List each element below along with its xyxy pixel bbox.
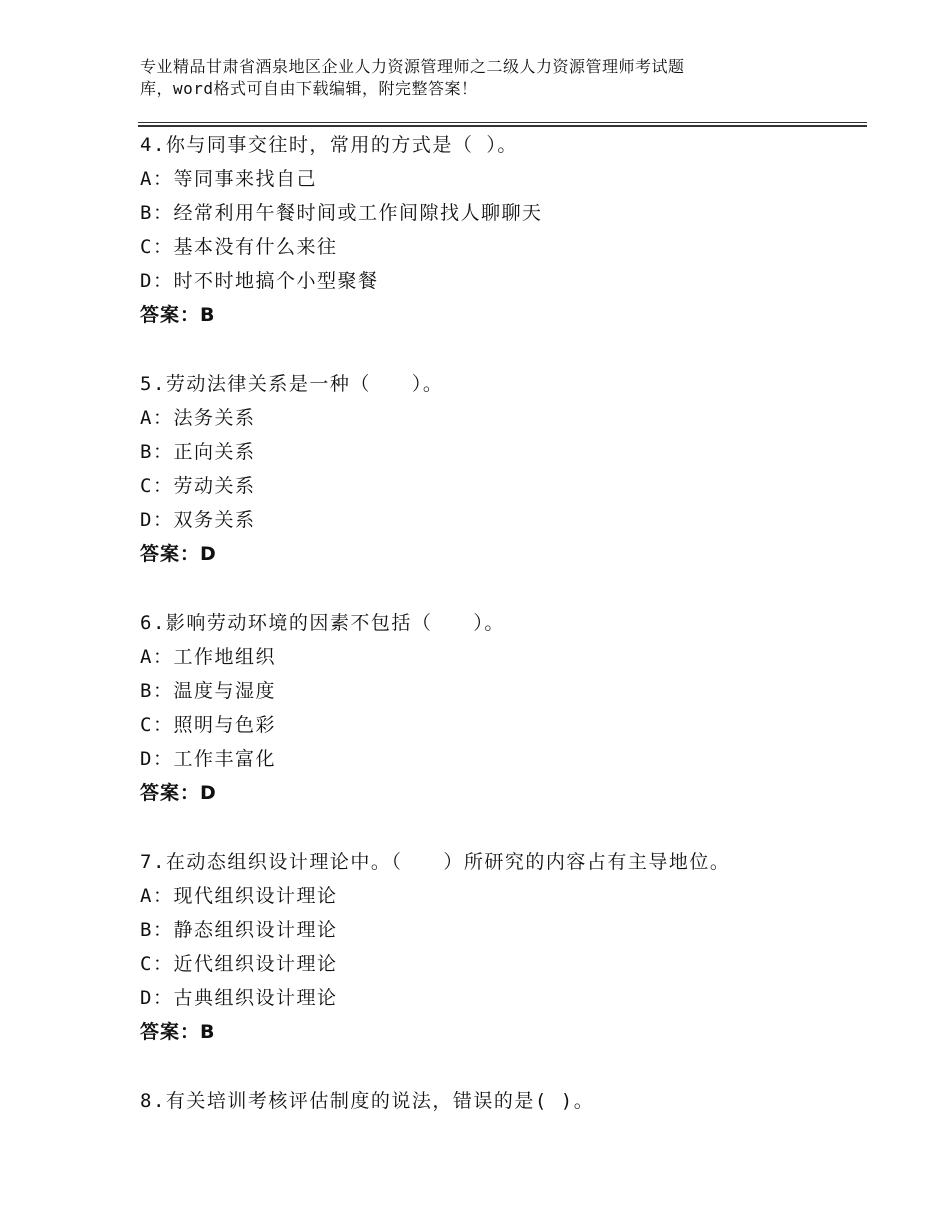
- option-a: A：工作地组织: [140, 646, 276, 668]
- header-line-1: 专业精品甘肃省酒泉地区企业人力资源管理师之二级人力资源管理师考试题: [140, 57, 685, 76]
- option-a: A：法务关系: [140, 407, 256, 429]
- question-spacer: [140, 810, 860, 845]
- question-6: [140, 606, 860, 810]
- question-spacer: [140, 571, 860, 606]
- option-a: A：等同事来找自己: [140, 168, 317, 190]
- question-7: [140, 845, 860, 1049]
- question-stem: 8.有关培训考核评估制度的说法，错误的是( )。: [140, 1090, 595, 1112]
- option-d: D：时不时地搞个小型聚餐: [140, 270, 379, 292]
- header-rule-thin: [138, 122, 867, 123]
- answer-label: 答案：B: [140, 1021, 216, 1043]
- option-c: C：近代组织设计理论: [140, 953, 338, 975]
- option-c: C：劳动关系: [140, 475, 256, 497]
- question-list: [140, 128, 860, 1118]
- option-d: D：双务关系: [140, 509, 256, 531]
- document-header: [140, 56, 800, 100]
- question-stem: 7.在动态组织设计理论中。（ ）所研究的内容占有主导地位。: [140, 851, 731, 873]
- question-stem: 6.影响劳动环境的因素不包括（ ）。: [140, 612, 505, 634]
- option-b: B：正向关系: [140, 441, 256, 463]
- answer-label: 答案：D: [140, 782, 217, 804]
- option-d: D：工作丰富化: [140, 748, 276, 770]
- option-b: B：温度与湿度: [140, 680, 276, 702]
- answer-label: 答案：D: [140, 543, 217, 565]
- option-b: B：静态组织设计理论: [140, 919, 338, 941]
- option-d: D：古典组织设计理论: [140, 987, 338, 1009]
- question-5: [140, 367, 860, 571]
- question-4: [140, 128, 860, 332]
- question-stem: 4.你与同事交往时，常用的方式是（ ）。: [140, 134, 518, 156]
- question-spacer: [140, 332, 860, 367]
- option-b: B：经常利用午餐时间或工作间隙找人聊聊天: [140, 202, 543, 224]
- option-a: A：现代组织设计理论: [140, 885, 338, 907]
- option-c: C：照明与色彩: [140, 714, 276, 736]
- header-rule-thick: [138, 125, 867, 127]
- option-c: C：基本没有什么来往: [140, 236, 338, 258]
- question-8: [140, 1084, 860, 1118]
- answer-label: 答案：B: [140, 304, 216, 326]
- question-spacer: [140, 1049, 860, 1084]
- question-stem: 5.劳动法律关系是一种（ ）。: [140, 373, 444, 395]
- header-line-2: 库，word格式可自由下载编辑，附完整答案！: [140, 79, 478, 98]
